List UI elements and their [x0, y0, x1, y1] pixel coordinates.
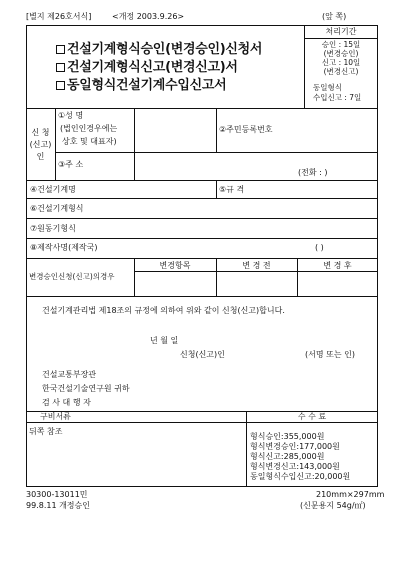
title-approval: 건설기계형식승인(변경승인)신청서 [56, 42, 262, 58]
fee-item: 동일형식수입신고:20,000원 [250, 472, 351, 481]
id-number-label: ②주민등록번호 [219, 125, 273, 134]
processing-line: (변경승인) [323, 49, 359, 58]
documents-note: 뒤쪽 참조 [29, 427, 63, 436]
date-line: 년 월 일 [150, 336, 179, 345]
maker-label: ⑧제작사명(제작국) [30, 243, 98, 252]
signature-label: (서명 또는 인) [305, 350, 355, 359]
fee-item: 형식신고:285,000원 [250, 452, 325, 461]
checkbox-icon [56, 81, 65, 90]
recipient: 한국건설기술연구원 귀하 [42, 384, 130, 393]
name-label-note: (법인인경우에는 [60, 124, 118, 133]
approval-date: 99.8.11 개정승인 [26, 501, 90, 510]
processing-line: 수입신고 : 7일 [313, 93, 362, 102]
checkbox-icon [56, 45, 65, 54]
processing-line: 동일형식 [313, 83, 342, 92]
machine-name-label: ④건설기계명 [30, 185, 76, 194]
applicant-side: 신 청 [31, 128, 50, 137]
fee-item: 형식승인:355,000원 [250, 432, 325, 441]
engine-label: ⑦원동기형식 [30, 224, 76, 233]
fee-item: 형식변경승인:177,000원 [250, 442, 340, 451]
model-label: ⑥건설기계형식 [30, 204, 84, 213]
documents-label: 구비서류 [40, 412, 71, 421]
maker-country-paren: ( ) [315, 243, 324, 252]
spec-label: ⑤규 격 [219, 185, 245, 194]
fees-list [250, 432, 350, 482]
processing-label: 처리기간 [325, 27, 357, 36]
fee-item: 형식변경신고:143,000원 [250, 462, 340, 471]
paper-size: 210mm×297mm [316, 490, 385, 499]
processing-line: 신고 : 10일 [321, 58, 361, 67]
applicant-side: (신고) [29, 140, 52, 149]
change-header-before: 변 경 전 [242, 261, 271, 270]
change-row-label: 변경승인신청(신고)의경우 [29, 272, 115, 281]
applicant-sign-label: 신청(신고)인 [180, 350, 225, 359]
applicant-side: 인 [36, 152, 45, 161]
phone-label: (전화 : ) [298, 168, 328, 177]
change-header-item: 변경항목 [159, 261, 191, 270]
recipient: 건설교통부장관 [42, 370, 97, 379]
name-label-note: 상호 및 대표자) [62, 137, 117, 146]
processing-line: 승인 : 15일 [321, 40, 361, 49]
title-import: 동일형식건설기계수입신고서 [56, 78, 226, 94]
fees-label: 수 수 료 [297, 412, 327, 421]
checkbox-icon [56, 63, 65, 72]
form-code: 30300-13011민 [26, 490, 88, 499]
address-label: ③주 소 [58, 160, 84, 169]
paper-type: (신문용지 54g/㎡) [300, 501, 366, 510]
change-header-after: 변 경 후 [323, 261, 352, 270]
name-label: ①성 명 [58, 111, 84, 120]
side-label: (앞 쪽) [322, 12, 347, 21]
revision-date: <개정 2003.9.26> [112, 12, 185, 21]
title-report: 건설기계형식신고(변경신고)서 [56, 60, 238, 76]
processing-line: (변경신고) [323, 67, 359, 76]
recipient: 검 사 대 행 자 [42, 398, 91, 407]
form-number: [별지 제26호서식] [26, 12, 92, 21]
statement-text: 건설기계관리법 제18조의 규정에 의하여 위와 같이 신청(신고)합니다. [42, 306, 285, 315]
